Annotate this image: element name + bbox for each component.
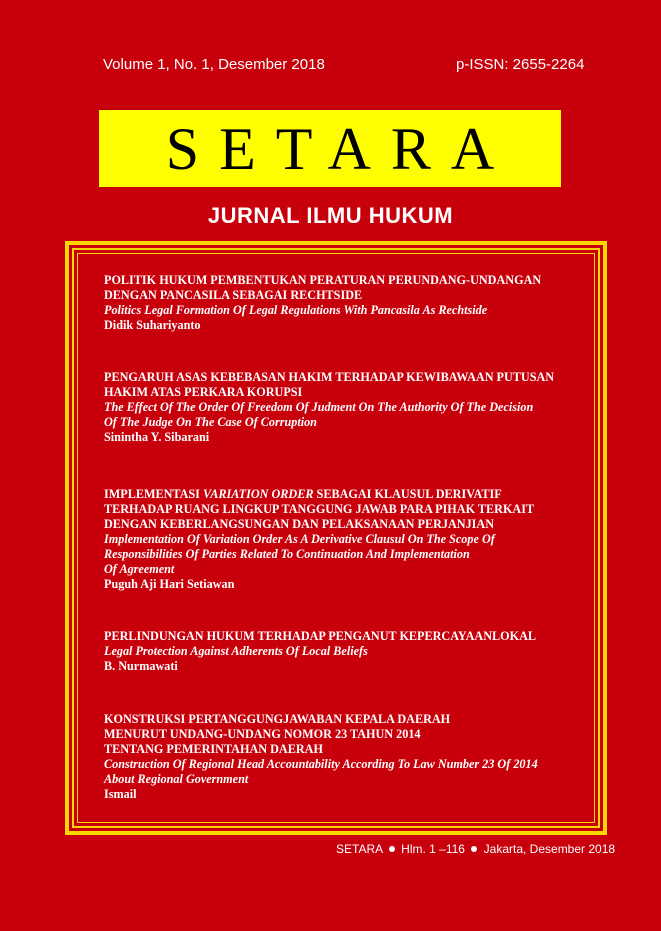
bullet-icon (471, 846, 477, 852)
footer-pages: Hlm. 1 –116 (401, 842, 465, 856)
article-author: Didik Suhariyanto (104, 318, 201, 332)
cover-footer (336, 842, 615, 856)
article-entry (104, 712, 584, 802)
article-title-part: IMPLEMENTASI (104, 487, 203, 501)
article-entry (104, 629, 584, 674)
footer-journal: SETARA (336, 842, 383, 856)
article-english-title: Legal Protection Against Adherents Of Local Beliefs (104, 644, 368, 658)
article-entry (104, 370, 584, 445)
issn-info: p-ISSN: 2655-2264 (456, 56, 585, 73)
article-english-title: Construction Of Regional Head Accountability According To Law Number 23 Of 2014 About Regional Government (104, 757, 538, 786)
article-title (104, 487, 584, 532)
article-author: Sinintha Y. Sibarani (104, 430, 210, 444)
article-title: POLITIK HUKUM PEMBENTUKAN PERATURAN PERUNDANG-UNDANGAN DENGAN PANCASILA SEBAGAI RECHTSIDE (104, 273, 542, 302)
bullet-icon (389, 846, 395, 852)
article-title-part: SEBAGAI KLAUSUL DERIVATIF TERHADAP RUANG LINGKUP TANGGUNG JAWAB PARA PIHAK TERKAIT DENGAN KEBERLANGSUNGAN DAN PELAKSANAAN PERJANJIAN (104, 487, 535, 531)
article-english-title: Implementation Of Variation Order As A Derivative Clausul On The Scope Of Responsibilities Of Parties Related To Continuation And Implementation Of Agreement (104, 532, 495, 576)
article-author: Ismail (104, 787, 137, 801)
journal-title-box (99, 110, 561, 187)
journal-title: SETARA (165, 115, 515, 182)
article-title: KONSTRUKSI PERTANGGUNGJAWABAN KEPALA DAERAH MENURUT UNDANG-UNDANG NOMOR 23 TAHUN 2014 TENTANG PEMERINTAHAN DAERAH (104, 712, 451, 756)
article-english-title: The Effect Of The Order Of Freedom Of Judment On The Authority Of The Decision Of The Judge On The Case Of Corruption (104, 400, 534, 429)
article-english-title: Politics Legal Formation Of Legal Regulations With Pancasila As Rechtside (104, 303, 488, 317)
article-entry (104, 273, 584, 333)
article-author: Puguh Aji Hari Setiawan (104, 577, 235, 591)
article-title: PERLINDUNGAN HUKUM TERHADAP PENGANUT KEPERCAYAANLOKAL (104, 629, 537, 643)
journal-subtitle: JURNAL ILMU HUKUM (207, 203, 454, 228)
volume-info: Volume 1, No. 1, Desember 2018 (103, 56, 325, 73)
article-entry (104, 487, 584, 592)
footer-place-date: Jakarta, Desember 2018 (483, 842, 616, 856)
article-title: PENGARUH ASAS KEBEBASAN HAKIM TERHADAP KEWIBAWAAN PUTUSAN HAKIM ATAS PERKARA KORUPSI (104, 370, 555, 399)
article-title-italic-part: VARIATION ORDER (202, 487, 314, 501)
article-author: B. Nurmawati (104, 659, 178, 673)
